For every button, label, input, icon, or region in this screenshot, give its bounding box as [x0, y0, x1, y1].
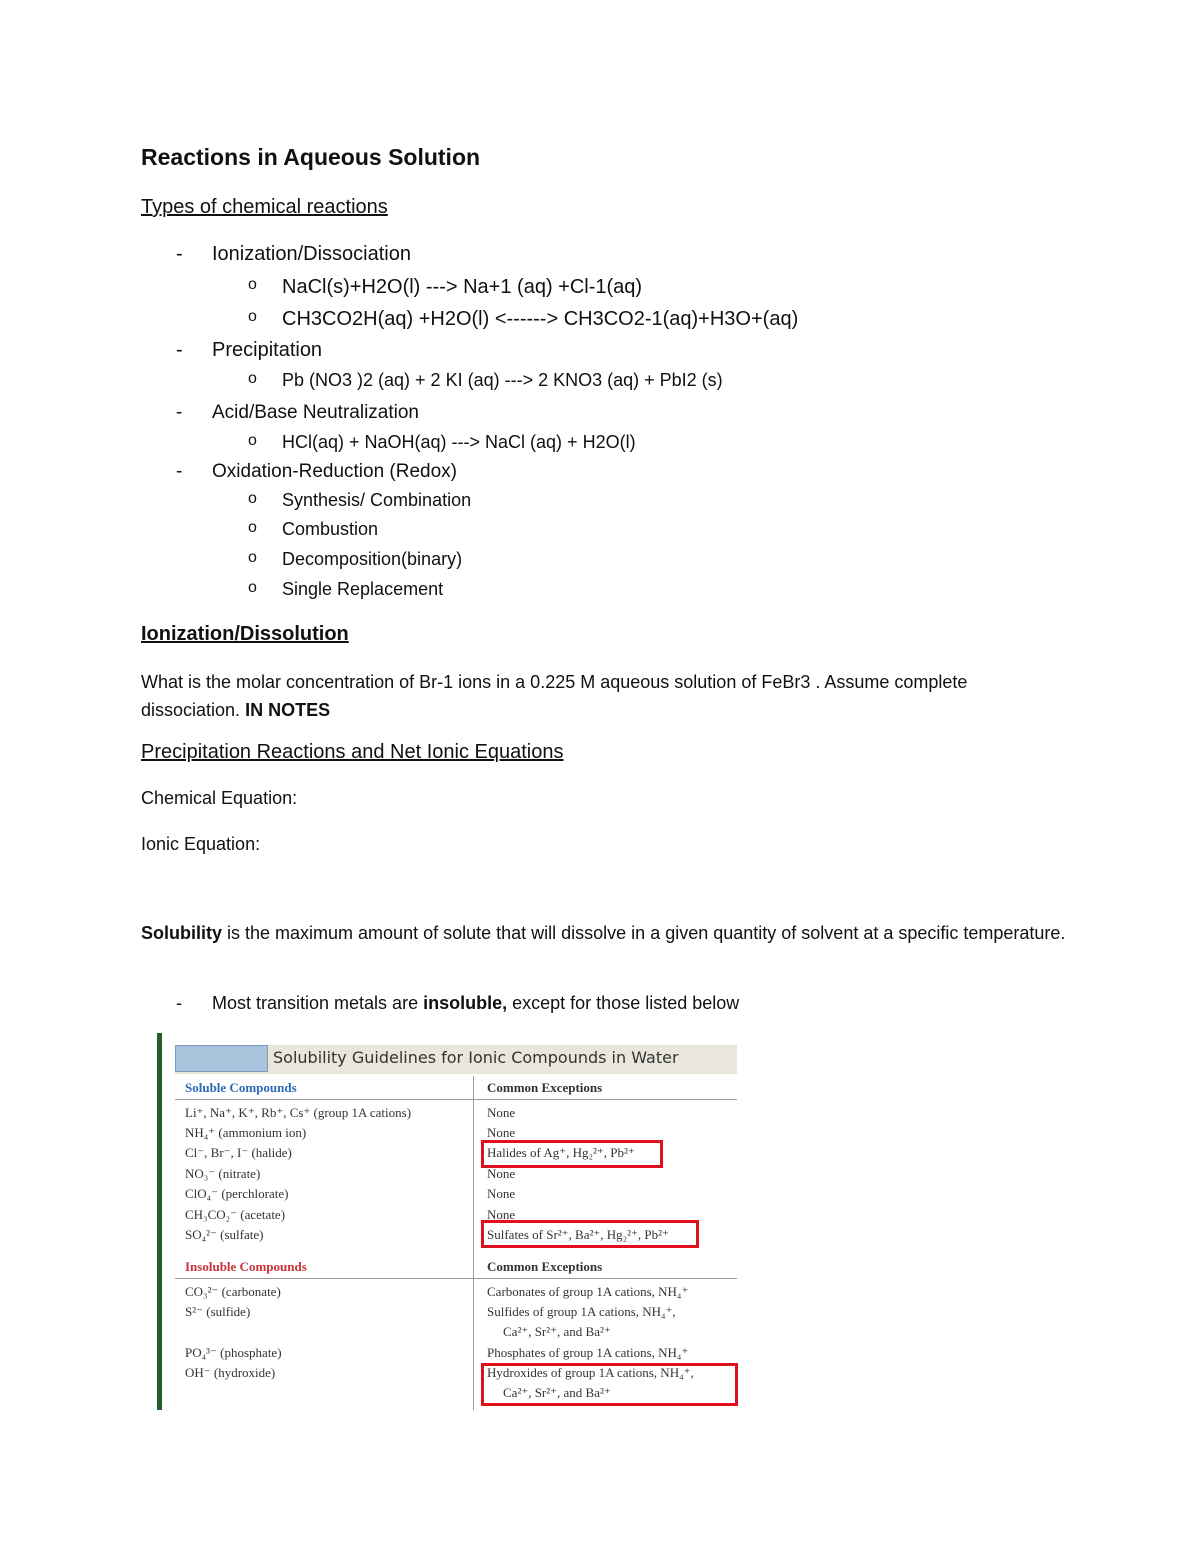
solubility-definition [141, 919, 1071, 947]
column-divider [473, 1076, 474, 1410]
type-label: Oxidation-Reduction (Redox) [212, 461, 458, 482]
table-row-compound: NO₃⁻ (nitrate) [185, 1166, 261, 1181]
example-text: Pb (NO3 )2 (aq) + 2 KI (aq) ---> 2 KNO3 (aq) + PbI2 (s) [282, 370, 723, 390]
solubility-table-figure [157, 1033, 757, 1410]
circle-bullet: o [248, 549, 257, 566]
table-row-exception: None [487, 1186, 516, 1201]
circle-bullet: o [248, 308, 257, 325]
table-row-exception: None [487, 1166, 516, 1181]
subtype-text: Synthesis/ Combination [282, 490, 472, 510]
table-row-exception: Ca²⁺, Sr²⁺, and Ba²⁺ [503, 1324, 611, 1339]
dash-bullet: - [176, 461, 183, 482]
figure-accent-bar [157, 1033, 162, 1410]
table-row-compound: Li⁺, Na⁺, K⁺, Rb⁺, Cs⁺ (group 1A cations) [185, 1105, 412, 1120]
dash-bullet: - [176, 243, 183, 265]
type-label: Acid/Base Neutralization [212, 402, 419, 423]
table-row-exception: Halides of Ag⁺, Hg₂²⁺, Pb²⁺ [487, 1145, 635, 1160]
dash-bullet: - [176, 993, 182, 1013]
table-row-compound: CO₃²⁻ (carbonate) [185, 1284, 281, 1299]
table-row-exception: None [487, 1125, 516, 1140]
highlight-box-hydroxides [481, 1363, 738, 1406]
table-row-compound: PO₄³⁻ (phosphate) [185, 1345, 282, 1360]
circle-bullet: o [248, 519, 257, 536]
circle-bullet: o [248, 579, 257, 596]
note-bold: insoluble, [423, 993, 508, 1013]
table-row-exception: None [487, 1207, 516, 1222]
in-notes-label: IN NOTES [245, 700, 331, 720]
insoluble-heading: Insoluble Compounds [185, 1259, 307, 1274]
highlight-box-sulfates [481, 1220, 699, 1248]
table-row-compound: Cl⁻, Br⁻, I⁻ (halide) [185, 1145, 292, 1160]
row-divider [175, 1278, 737, 1279]
example-text: HCl(aq) + NaOH(aq) ---> NaCl (aq) + H2O(l) [282, 432, 636, 452]
highlight-box-halides [481, 1140, 663, 1168]
precipitation-heading: Precipitation Reactions and Net Ionic Equations [141, 741, 564, 763]
transition-metals-note [176, 993, 740, 1014]
table-row-exception: Hydroxides of group 1A cations, NH₄⁺, [487, 1365, 694, 1380]
types-heading: Types of chemical reactions [141, 196, 388, 218]
table-row-exception: Ca²⁺, Sr²⁺, and Ba²⁺ [503, 1385, 611, 1400]
circle-bullet: o [248, 432, 257, 449]
example-text: NaCl(s)+H2O(l) ---> Na+1 (aq) +Cl-1(aq) [282, 276, 643, 298]
solubility-text: is the maximum amount of solute that will dissolve in a given quantity of solvent at a specific temperature. [227, 923, 1066, 943]
table-row-compound: ClO₄⁻ (perchlorate) [185, 1186, 289, 1201]
table-row-compound: S²⁻ (sulfide) [185, 1304, 251, 1319]
table-row-exception: None [487, 1105, 516, 1120]
circle-bullet: o [248, 276, 257, 293]
ionization-heading: Ionization/Dissolution [141, 623, 349, 645]
exceptions-heading: Common Exceptions [487, 1259, 603, 1274]
table-row-compound: OH⁻ (hydroxide) [185, 1365, 276, 1380]
note-text: except for those listed below [512, 993, 740, 1013]
dash-bullet: - [176, 402, 183, 423]
table-row-exception: Carbonates of group 1A cations, NH₄⁺ [487, 1284, 689, 1299]
table-row-compound: CH₃CO₂⁻ (acetate) [185, 1207, 286, 1222]
table-row-compound: SO₄²⁻ (sulfate) [185, 1227, 264, 1242]
row-divider [175, 1099, 737, 1100]
note-text: Most transition metals are [212, 993, 419, 1013]
circle-bullet: o [248, 490, 257, 507]
type-label: Precipitation [212, 339, 323, 361]
ionization-question [141, 668, 1071, 724]
type-label: Ionization/Dissociation [212, 243, 411, 265]
exceptions-heading: Common Exceptions [487, 1080, 603, 1095]
example-text: CH3CO2H(aq) +H2O(l) <------> CH3CO2-1(aq)+H3O+(aq) [282, 308, 799, 330]
question-text: What is the molar concentration of Br-1 ions in a 0.225 M aqueous solution of FeBr3 . Assume complete dissociation. [141, 672, 968, 720]
solubility-term: Solubility [141, 923, 222, 943]
table-row-compound: NH₄⁺ (ammonium ion) [185, 1125, 307, 1140]
soluble-heading: Soluble Compounds [185, 1080, 297, 1095]
table-title-bar [175, 1045, 737, 1074]
table-title: Solubility Guidelines for Ionic Compounds in Water [273, 1048, 679, 1067]
subtype-text: Decomposition(binary) [282, 549, 463, 569]
circle-bullet: o [248, 370, 257, 387]
title-swatch [175, 1045, 268, 1072]
table-row-exception: Phosphates of group 1A cations, NH₄⁺ [487, 1345, 689, 1360]
subtype-text: Single Replacement [282, 579, 444, 599]
table-row-exception: Sulfides of group 1A cations, NH₄⁺, [487, 1304, 676, 1319]
subtype-text: Combustion [282, 519, 379, 539]
table-row-exception: Sulfates of Sr²⁺, Ba²⁺, Hg₂²⁺, Pb²⁺ [487, 1227, 669, 1242]
page-title: Reactions in Aqueous Solution [141, 144, 481, 170]
dash-bullet: - [176, 339, 183, 361]
chemical-equation-label: Chemical Equation: [141, 788, 298, 808]
ionic-equation-label: Ionic Equation: [141, 834, 261, 854]
